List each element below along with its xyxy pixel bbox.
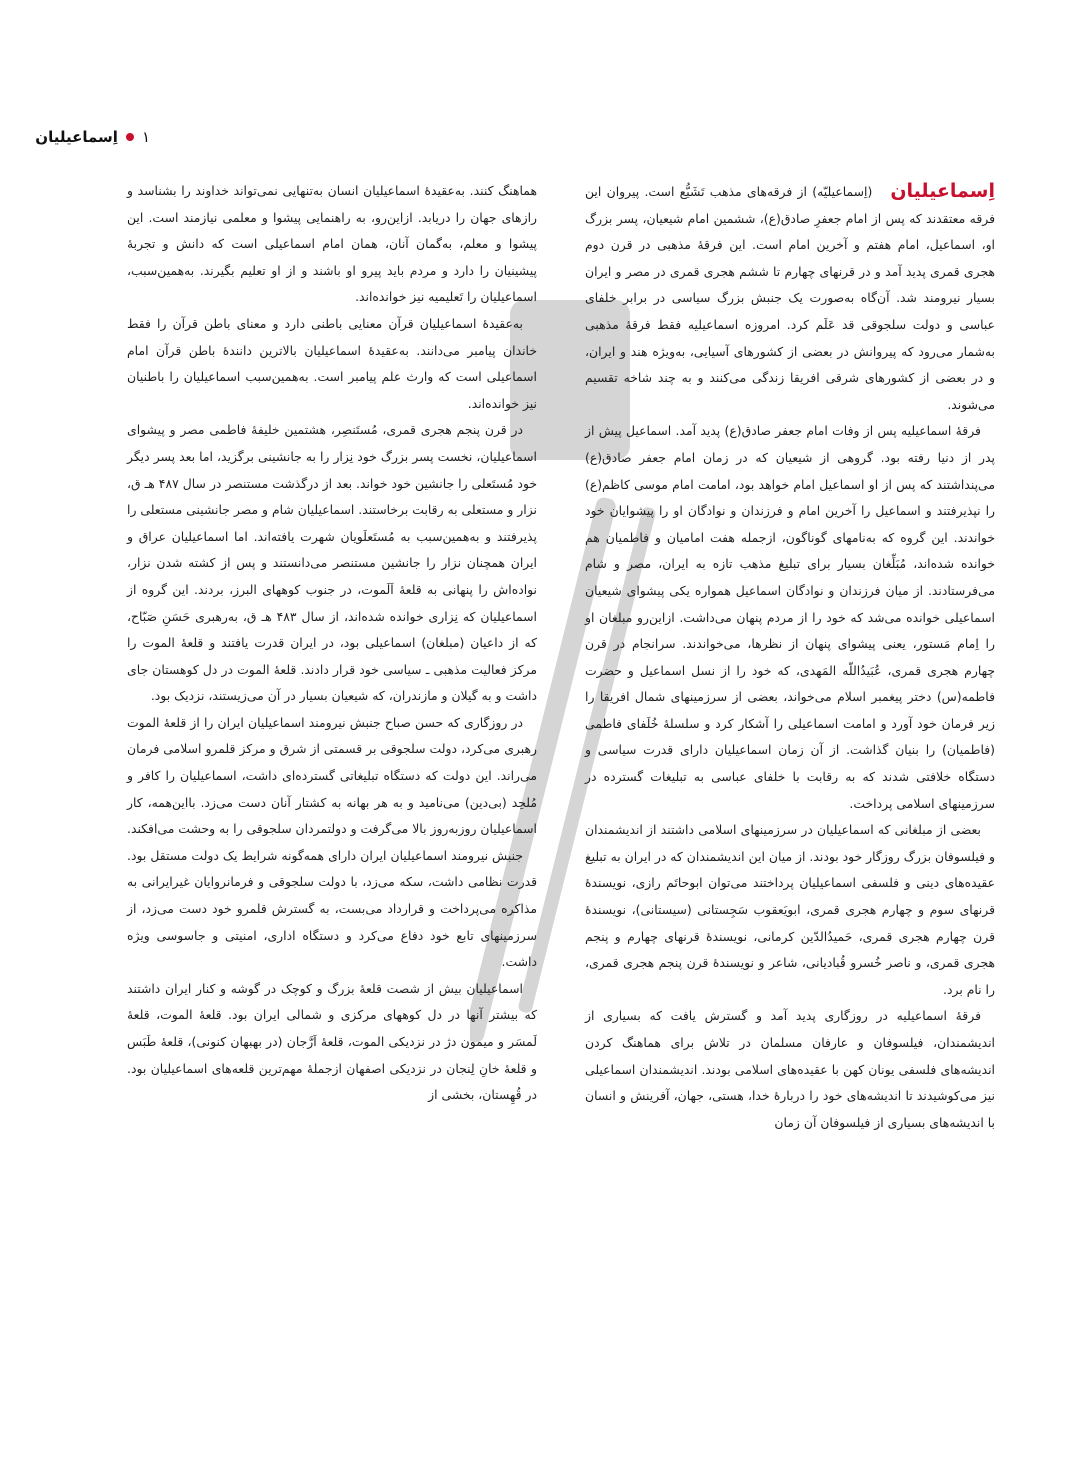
paragraph: بعضی از مبلغانی که اسماعیلیان در سرزمینهای اسلامی داشتند از اندیشمندان و فیلسوفان بزرگ روزگار خود بودند. از میان این اندیشمندان که در ایران به تبلیغ عقیده‌های دینی و فلسفی اسماعیلیان پرداختند می‌توان ابوحاتَم رازی، نویسندهٔ قرنهای سوم و چهارم هجری قمری، ابویَعقوب سَجِستانی (سیستانی)، نویسندهٔ قرن چهارم هجری قمری، حَمیدُالدّین کرمانی، نویسندهٔ قرنهای چهارم و پنجم هجری قمری، و ناصر خُسرو قُبادیانی، شاعر و نویسندهٔ قرن پنجم هجری قمری، را نام برد. — [585, 822, 995, 997]
bullet-dot-icon — [126, 133, 134, 141]
paragraph: اسماعیلیان بیش از شصت قلعهٔ بزرگ و کوچک در گوشه و کنار ایران داشتند که بیشتر آنها در دل کوههای مرکزی و شمالی ایران بود. قلعهٔ الموت، قلعهٔ لَمسَر و میمون دژ در نزدیکی الموت، قلعهٔ اَرَّجان (در بهبهان کنونی)، قلعهٔ طَبَس و قلعهٔ خانِ لِنجان در نزدیکی اصفهان ازجملهٔ مهم‌ترین قلعه‌های اسماعیلیان بود. در قُهِستان، بخشی از — [127, 980, 537, 1103]
paragraph: هماهنگ کنند. به‌عقیدهٔ اسماعیلیان انسان به‌تنهایی نمی‌تواند خداوند را بشناسد و رازهای جهان را دریابد. ازاین‌رو، به راهنمایی پیشوا و معلمی نیازمند است. این پیشوا و معلم، به‌گمان آنان، همان امام اسماعیلی است که دانش و تجربهٔ پیشینیان را دارد و مردم باید پیرو او باشند و از او تعلیم بگیرند. به‌همین‌سبب، اسماعیلیان را تَعلیمیه نیز خوانده‌اند. — [127, 183, 537, 305]
paragraph: در قرن پنجم هجری قمری، مُستَنصِر، هشتمین خلیفهٔ فاطمی مصر و پیشوای اسماعیلیان، نخست پسر بزرگ خود نِزار را به جانشینی برگزید، اما بعد پسر دیگر خود مُستَعلی را جانشین خود خواند. بعد از درگذشت مستنصر در سال ۴۸۷ هـ ق، نزار و مستعلی به رقابت برخاستند. اسماعیلیان شام و مصر جانشینی مستعلی را پذیرفتند و به‌همین‌سبب به مُستَعلَویان شهرت یافته‌اند. اما اسماعیلیان عراق و ایران همچنان نزار را جانشین مستنصر می‌دانستند و پس از کشته شدن نزار، نواده‌اش را پنهانی به قلعهٔ اَلَموت، در جنوب کوههای البرز، بردند. این گروه از اسماعیلیان که نِزاری خوانده شده‌اند، از سال ۴۸۳ هـ ق، به‌رهبری حَسَنِ صَبّاح، که از داعیان (مبلغان) اسماعیلی بود، در ایران قدرت یافتند و قلعهٔ الموت را مرکز فعالیت مذهبی ـ سیاسی خود قرار دادند. قلعهٔ الموت در دل کوهستان جای داشت و به گیلان و مازندران، که شیعیان بسیار در آن می‌زیستند، نزدیک بود. — [127, 422, 538, 704]
paragraph: فرقهٔ اسماعیلیه در روزگاری پدید آمد و گسترش یافت که بسیاری از اندیشمندان، فیلسوفان و عارفان مسلمان در تلاش برای هماهنگ کردن اندیشه‌های فلسفی یونان کهن با عقیده‌های اسلامی بودند. اندیشمندان اسماعیلی نیز می‌کوشیدند تا اندیشه‌های خود را دربارهٔ خدا، هستی، جهان، آفرینش و انسان با اندیشه‌های بسیاری از فیلسوفان آن زمان — [585, 1008, 995, 1130]
paragraph — [585, 178, 995, 418]
paragraph: جنبش نیرومند اسماعیلیان ایران دارای همه‌گونه شرایط یک دولت مستقل بود. قدرت نظامی داشت، سکه می‌زد، با دولت سلجوقی و فرمانروایان غیرایرانی به مذاکره می‌پرداخت و قرارداد می‌بست، به گسترش قلمرو خود دست می‌زد، از سرزمینهای تابع خود دفاع می‌کرد و دستگاه اداری، امنیتی و جاسوسی ویژه داشت. — [127, 847, 537, 970]
paragraph: به‌عقیدهٔ اسماعیلیان قرآن معنایی باطنی دارد و معنای باطن قرآن را فقط خاندان پیامبر می‌دانند. به‌عقیدهٔ اسماعیلیان بالاترین دانندهٔ باطن قرآن امام اسماعیلی است که وارث علم پیامبر است. به‌همین‌سبب اسماعیلیان را باطنیان نیز خوانده‌اند. — [127, 315, 537, 411]
paragraph: فرقهٔ اسماعیلیه پس از وفات امام جعفر صادق(ع) پدید آمد. اسماعیل پیش از پدر از دنیا رفته بود. گروهی از شیعیان که در زمان امام جعفر صادق(ع) می‌پنداشتند که پس از او اسماعیل امام خواهد بود، امامت امام موسی کاظم(ع) را نپذیرفتند و اسماعیل را آخرین امام و فرزندان و نوادگان او را پیشوایان خود خواندند. این گروه که به‌نامهای گوناگون، ازجمله هفت امامیان و فاطمیان هم خوانده شده‌اند، مُبَلِّغان بسیار برای تبلیغ مذهب تازه به ایران، مصر و شام می‌فرستادند. از میان فرزندان و نوادگان اسماعیل همواره یکی پیشوای شیعیان اسماعیلی خوانده می‌شد که خود را از مردم پنهان می‌داشت. ازاین‌رو مبلغان او را اِمام مَستور، یعنی پیشوای پنهان از نظرها، می‌خواندند. سرانجام در قرن چهارم هجری قمری، عُبَیدُاللّه المَهدی، که خود را از نسل اسماعیل و حضرت فاطمه(س) دختر پیغمبر اسلام می‌خواند، بعضی از سرزمینهای شمال افریقا را زیر فرمان خود آورد و امامت اسماعیلی را آشکار کرد و سلسلهٔ خُلَفای فاطمی (فاطمیان) را بنیان گذاشت. از آن زمان اسماعیلیان دارای قدرت سیاسی و دستگاه خلافتی شدند که به رقابت با خلفای عباسی به تبلیغات گسترده در سرزمینهای اسلامی پرداخت. — [585, 423, 995, 811]
running-title: اِسماعیلیان — [35, 128, 118, 146]
paragraph-text: (اِسماعیلیّه) از فرقه‌های مذهب تَشَیُّع است. پیروان این فرقه معتقدند که پس از امام جعفرِ صادق(ع)، ششمین امام شیعیان، پسر بزرگ او، اسماعیل، امام هفتم و آخرین امام است. این فرقهٔ مذهبی در قرن دوم هجری قمری پدید آمد و در قرنهای چهارم تا ششم هجری قمری در مصر و ایران بسیار نیرومند شد. آن‌گاه به‌صورت یک جنبش بزرگ سیاسی در برابر خلفای عباسی و دولت سلجوقی قد عَلَم کرد. امروزه اسماعیلیه فقط فرقهٔ مذهبی به‌شمار می‌رود که پیروانش در بعضی از کشورهای آسیایی، به‌ویژه هند و ایران، و در بعضی از کشورهای شرقی افریقا زندگی می‌کنند و به چند شاخه تقسیم می‌شوند. — [585, 184, 995, 412]
paragraph: در روزگاری که حسن صباح جنبش نیرومند اسماعیلیان ایران را از قلعهٔ الموت رهبری می‌کرد، دولت سلجوقی بر قسمتی از شرق و مرکز قلمرو اسلامی فرمان می‌راند. این دولت که دستگاه تبلیغاتی گسترده‌ای داشت، اسماعیلیان را کافر و مُلحِد (بی‌دین) می‌نامید و به هر بهانه به کشتار آنان دست می‌زد. بااین‌همه، کار اسماعیلیان روزبه‌روز بالا می‌گرفت و دولتمردان سلجوقی را به وحشت می‌افکند. — [127, 714, 537, 837]
page-number: ۱ — [141, 128, 150, 146]
running-header — [10, 122, 150, 152]
left-column — [127, 178, 537, 1109]
right-column — [585, 178, 995, 1136]
entry-headword: اِسماعیلیان — [890, 180, 995, 202]
